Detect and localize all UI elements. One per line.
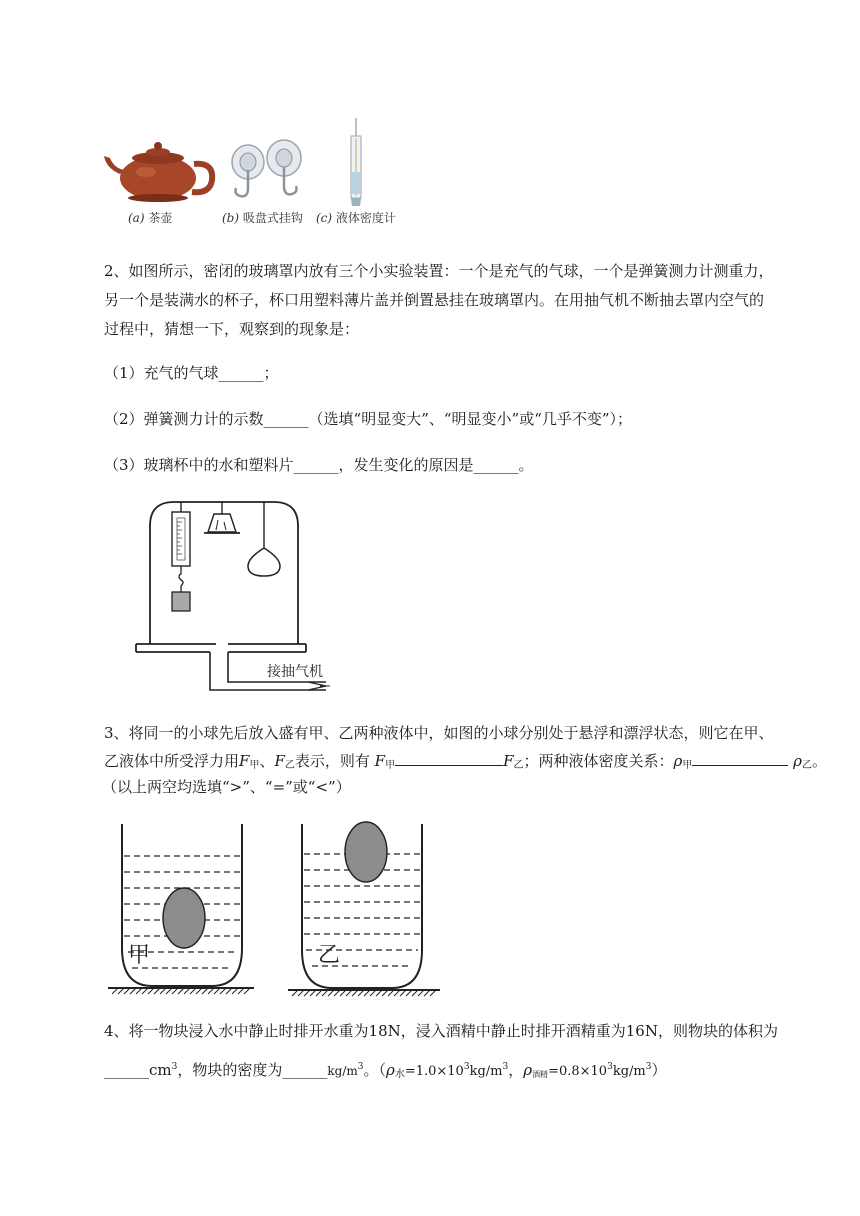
answer-blank-force[interactable] xyxy=(395,751,503,766)
q3-line-1: 3、将同一的小球先后放入盛有甲、乙两种液体中，如图的小球分别处于悬浮和漂浮状态，则它在甲、 xyxy=(104,724,774,742)
caption-hydrometer: (c) 液体密度计 xyxy=(316,211,396,225)
label-jia: 甲 xyxy=(128,943,151,968)
suction-hooks-image xyxy=(232,140,301,196)
q3-line-2: 乙液体中所受浮力用$F_甲$、$F_乙$表示，则有 $F_甲$ $F_乙$；两种液体密度关系：$\rho_甲$ $\rho_乙$。 xyxy=(104,752,827,771)
q2-sub-2: （2）弹簧测力计的示数______（选填“明显变大”、“明显变小”或“几乎不变”）； xyxy=(104,410,633,428)
vacuum-pump-label: 接抽气机 xyxy=(267,663,323,679)
q3-line-3: （以上两空均选填“>”、“=”或“<”） xyxy=(102,778,351,796)
label-yi: 乙 xyxy=(318,943,341,968)
answer-blank-density[interactable]: ______ xyxy=(282,1061,328,1079)
q4-line-1: 4、将一物块浸入水中静止时排开水重为18N，浸入酒精中静止时排开酒精重为16N，则物块的体积为 xyxy=(104,1022,778,1040)
bell-jar-diagram xyxy=(130,496,340,696)
beaker-jia xyxy=(122,824,242,986)
inverted-cup xyxy=(204,502,240,533)
answer-blank-volume[interactable]: ______ xyxy=(104,1061,149,1079)
beakers-diagram xyxy=(104,820,454,998)
teapot-image xyxy=(102,142,214,206)
caption-teapot: (a) 茶壶 xyxy=(128,211,173,225)
q2-sub-1: （1）充气的气球______； xyxy=(104,364,279,382)
q2-line-1: 2、如图所示，密闭的玻璃罩内放有三个小实验装置：一个是充气的气球，一个是弹簧测力计测重力， xyxy=(104,262,774,280)
q2-line-3: 过程中，猜想一下，观察到的现象是： xyxy=(104,320,360,338)
beaker-yi xyxy=(302,822,422,988)
hydrometer-image xyxy=(351,118,361,206)
caption-suction-hook: (b) 吸盘式挂钩 xyxy=(222,211,303,225)
q4-line-2: $\_\_\_\_\_\_cm^3$，物块的密度为$\_\_\_\_\_\_kg/m^3$。（$\rho_水=1.0\times 10^3kg/m^3$，$\rho_{酒精}=0.8\times 10^3kg/m^3$） xyxy=(104,1061,667,1080)
q2-sub-3: （3）玻璃杯中的水和塑料片______，发生变化的原因是______。 xyxy=(104,456,534,474)
balloon xyxy=(248,502,280,576)
q2-line-2: 另一个是装满水的杯子，杯口用塑料薄片盖并倒置悬挂在玻璃罩内。在用抽气机不断抽去罩内空气的 xyxy=(104,291,765,309)
spring-scale xyxy=(172,502,190,611)
answer-blank-density[interactable] xyxy=(692,751,788,766)
